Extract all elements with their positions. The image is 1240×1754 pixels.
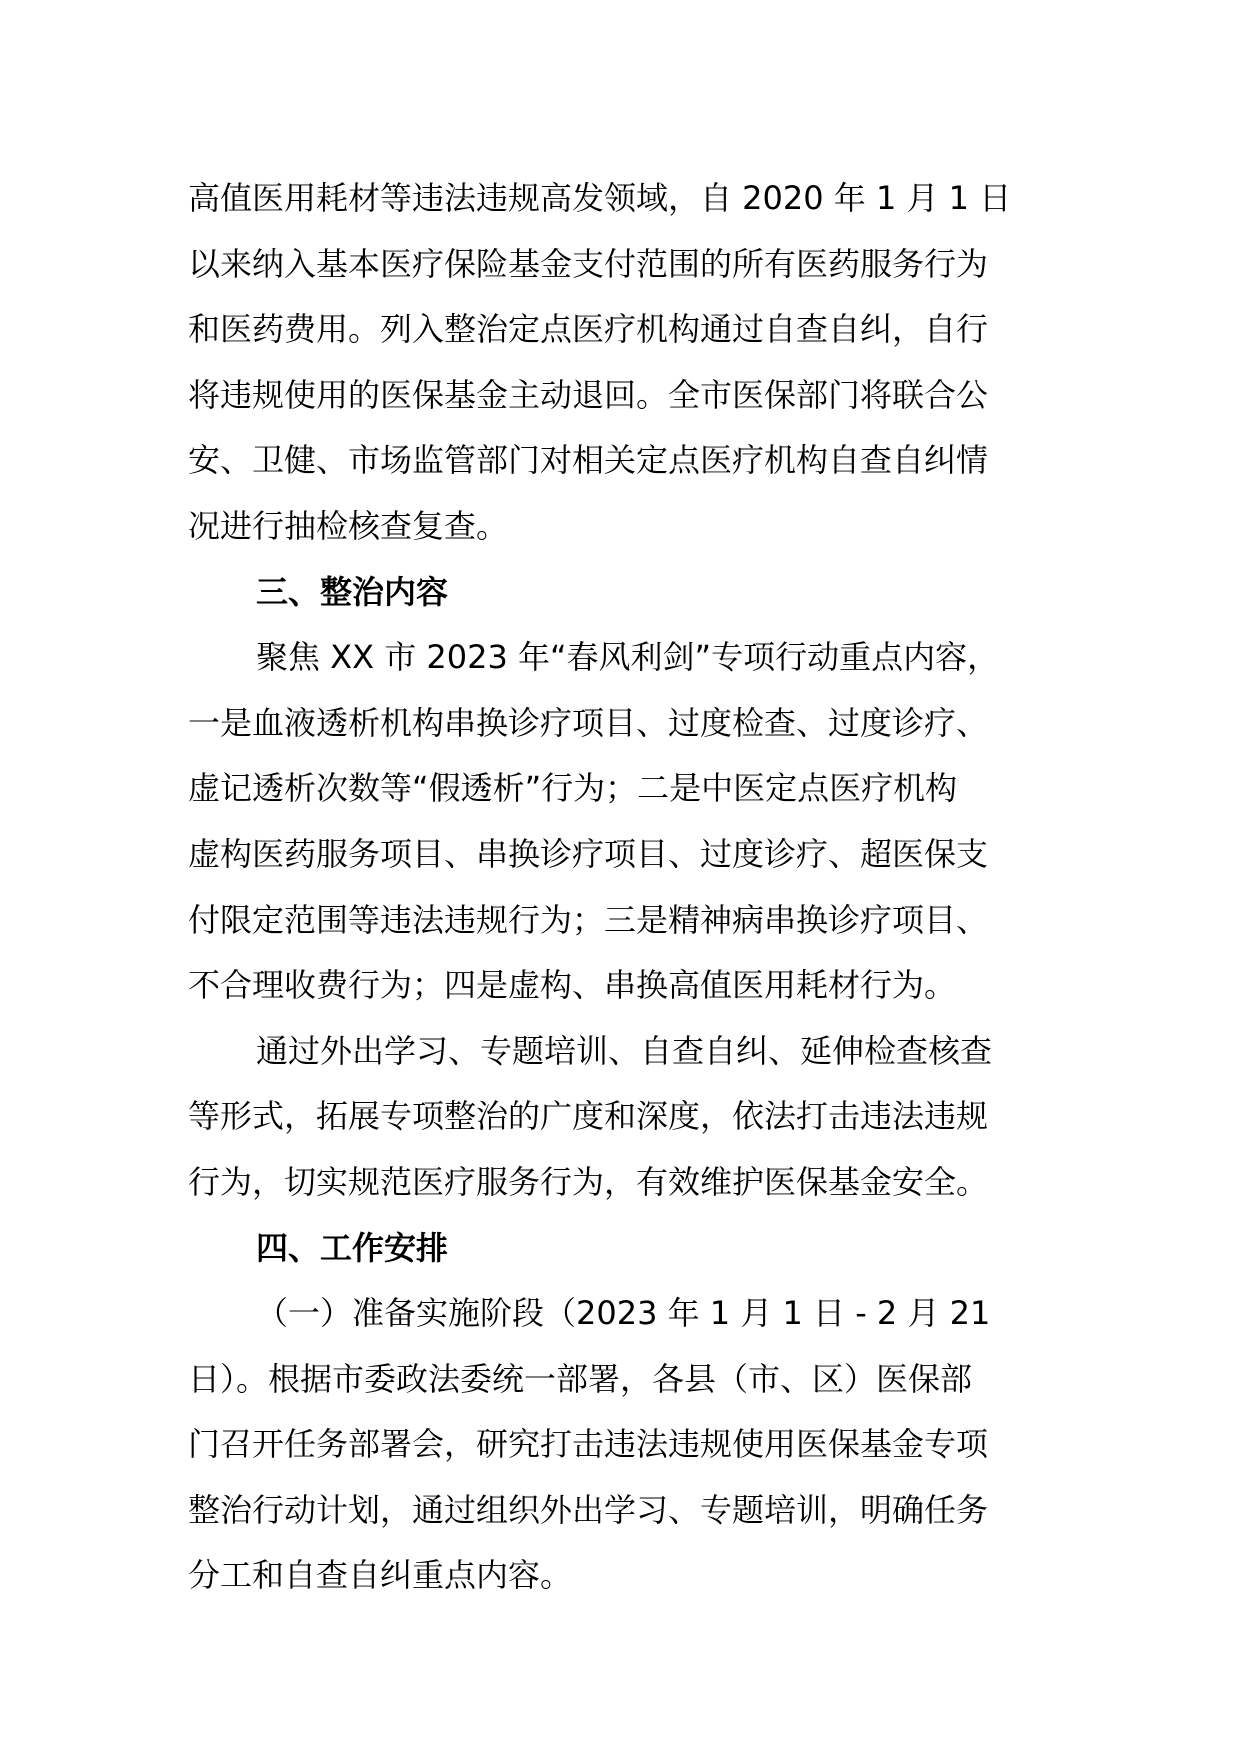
body-line: 以来纳入基本医疗保险基金支付范围的所有医药服务行为 [188,244,989,283]
body-line: 聚焦 XX 市 2023 年“春风利剑”专项行动重点内容， [256,638,1000,677]
body-line: 一是血液透析机构串换诊疗项目、过度检查、过度诊疗、 [188,703,989,742]
body-line: 不合理收费行为；四是虚构、串换高值医用耗材行为。 [188,966,957,1005]
body-line: 通过外出学习、专题培训、自查自纠、延伸检查核查 [256,1031,993,1070]
body-line: 和医药费用。列入整治定点医疗机构通过自查自纠，自行 [188,310,989,349]
body-line: 付限定范围等违法违规行为；三是精神病串换诊疗项目、 [188,900,989,939]
body-line: 虚记透析次数等“假透析”行为；二是中医定点医疗机构 [188,769,958,808]
body-line: 行为，切实规范医疗服务行为，有效维护医保基金安全。 [188,1162,989,1201]
body-line: 将违规使用的医保基金主动退回。全市医保部门将联合公 [188,375,989,414]
body-line: 分工和自查自纠重点内容。 [188,1556,573,1595]
body-line: 高值医用耗材等违法违规高发领域，自 2020 年 1 月 1 日 [188,179,1012,217]
document-body [188,166,1058,1609]
body-line: 日）。根据市委政法委统一部署，各县（市、区）医保部 [188,1359,973,1398]
body-line: （一）准备实施阶段（2023 年 1 月 1 日 - 2 月 21 [256,1294,991,1333]
body-line: 门召开任务部署会，研究打击违法违规使用医保基金专项 [188,1425,989,1464]
body-line: 虚构医药服务项目、串换诊疗项目、过度诊疗、超医保支 [188,834,989,873]
body-line: 整治行动计划，通过组织外出学习、专题培训，明确任务 [188,1490,989,1529]
body-line: 等形式，拓展专项整治的广度和深度，依法打击违法违规 [188,1097,989,1136]
body-line: 况进行抽检核查复查。 [188,506,509,545]
section-heading-work-arrangement: 四、工作安排 [256,1228,449,1267]
section-heading-rectification-content: 三、整治内容 [256,572,449,611]
body-line: 安、卫健、市场监管部门对相关定点医疗机构自查自纠情 [188,441,989,480]
